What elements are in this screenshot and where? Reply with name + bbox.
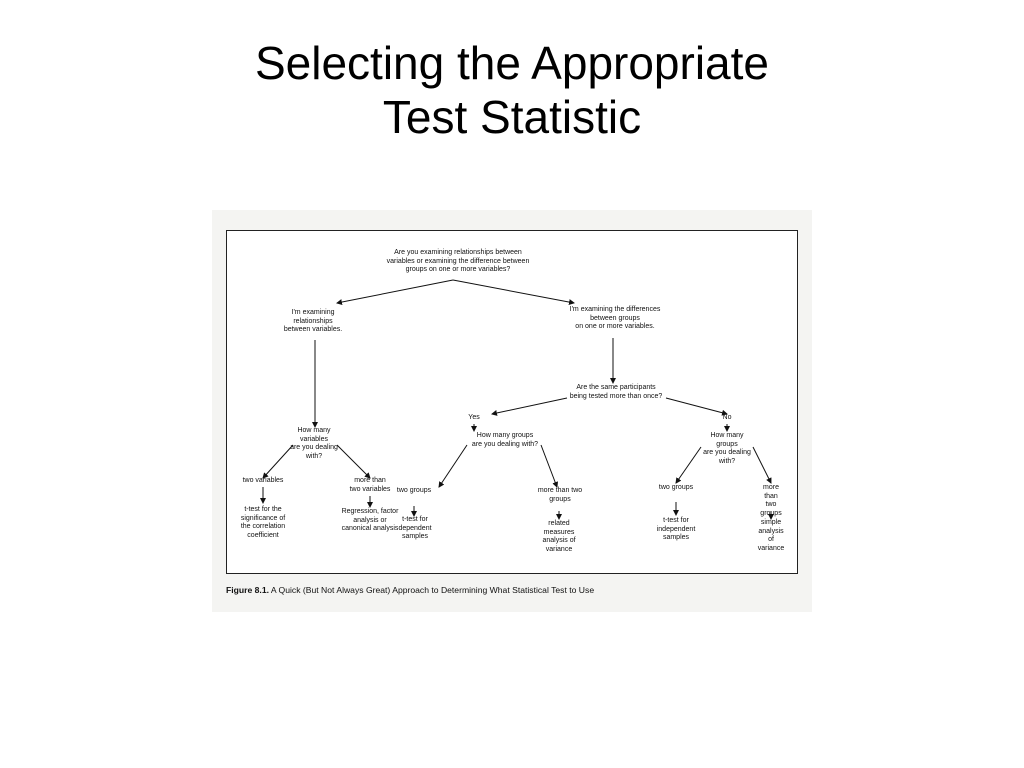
- node-yes-more-than-two-groups: more than two groups: [537, 487, 583, 503]
- slide-title-line-2: Test Statistic: [382, 91, 642, 143]
- node-correlation-test: t-test for the significance of the correlation coefficient: [240, 506, 286, 539]
- node-independent-t-test: t-test for independent samples: [656, 517, 696, 542]
- arrow-same-to-yes: [492, 398, 567, 414]
- figure: [212, 210, 812, 612]
- arrow-variables-to-more: [337, 445, 370, 478]
- slide-title: [0, 36, 1024, 144]
- node-simple-anova: simple analysis of variance: [757, 519, 785, 552]
- arrow-root-to-differences: [453, 280, 574, 303]
- arrow-variables-to-two: [263, 445, 293, 478]
- slide-title-line-1: Selecting the Appropriate: [254, 37, 770, 89]
- node-relationships: I'm examining relationships between variables.: [283, 309, 343, 334]
- arrow-no-groups-to-more: [753, 447, 771, 483]
- arrow-same-to-no: [666, 398, 727, 414]
- figure-caption-label: Figure 8.1.: [226, 585, 269, 595]
- flowchart: [226, 230, 798, 574]
- figure-caption-text: A Quick (But Not Always Great) Approach to Determining What Statistical Test to Use: [268, 585, 595, 595]
- arrow-no-groups-to-two: [676, 447, 701, 483]
- node-two-variables: two variables: [242, 477, 284, 484]
- node-dependent-t-test: t-test for dependent samples: [398, 516, 432, 541]
- node-no: No: [722, 414, 732, 421]
- node-no-more-than-two-groups: more than two groups: [760, 484, 782, 517]
- arrow-yes-groups-to-two: [439, 445, 467, 487]
- node-related-measures-anova: related measures analysis of variance: [542, 520, 576, 553]
- node-no-two-groups: two groups: [658, 484, 694, 491]
- figure-caption: [226, 585, 594, 595]
- node-yes-how-many-groups: How many groups are you dealing with?: [471, 432, 539, 448]
- node-same-participants: Are the same participants being tested more than once?: [569, 384, 663, 400]
- node-no-how-many-groups: How many groups are you dealing with?: [703, 432, 751, 465]
- node-how-many-variables: How many variables are you dealing with?: [290, 427, 338, 460]
- flowchart-arrows: [227, 231, 799, 575]
- node-differences: I'm examining the differences between groups on one or more variables.: [569, 306, 661, 331]
- node-yes: Yes: [468, 414, 480, 421]
- node-yes-two-groups: two groups: [396, 487, 432, 494]
- arrow-yes-groups-to-more: [541, 445, 557, 487]
- node-more-than-two-variables: more than two variables: [349, 477, 391, 493]
- node-regression: Regression, factor analysis or canonical analysis: [341, 508, 399, 533]
- node-root-question: Are you examining relationships between variables or examining the difference between groups on one or more variables?: [386, 249, 530, 274]
- arrow-root-to-relationships: [337, 280, 453, 303]
